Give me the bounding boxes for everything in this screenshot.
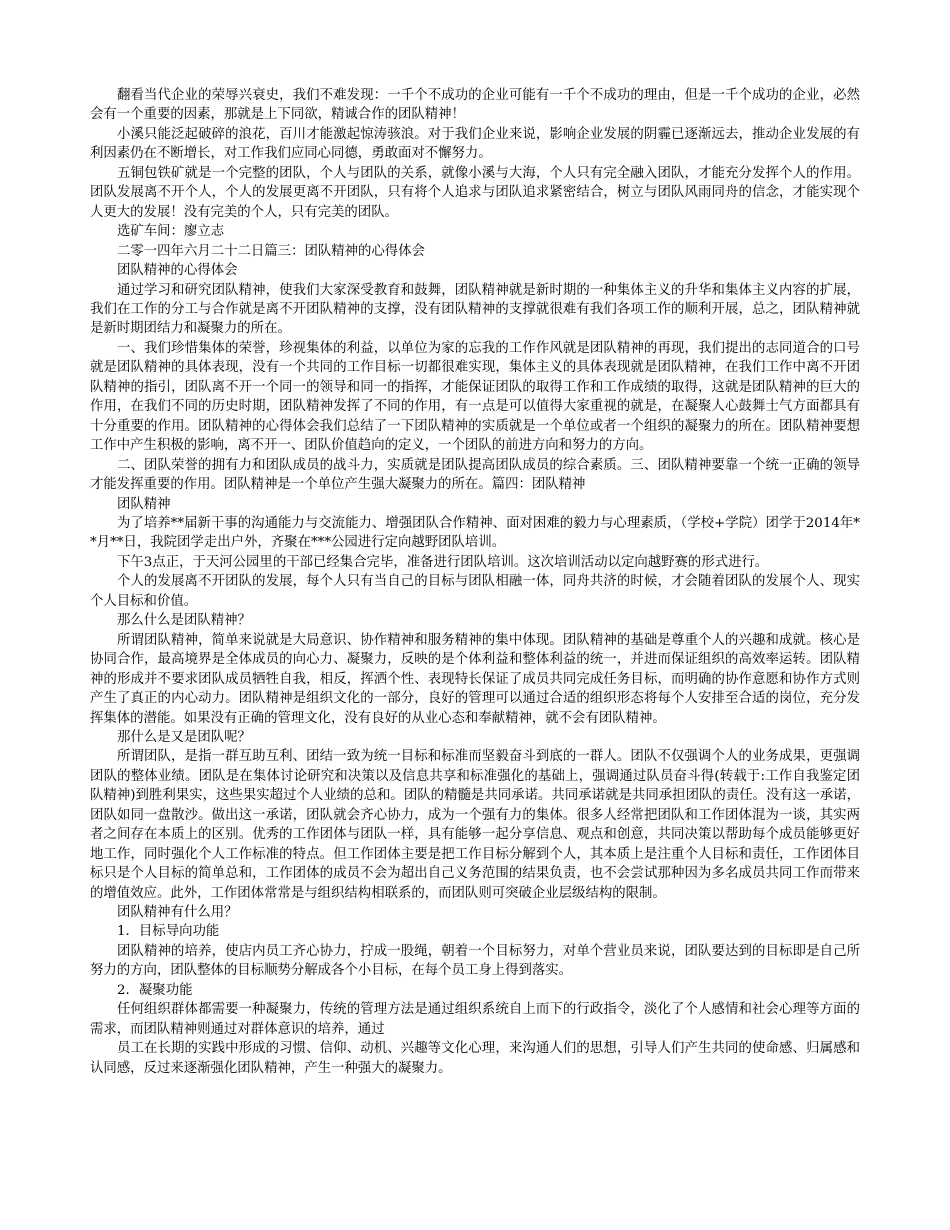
paragraph: 任何组织群体都需要一种凝聚力，传统的管理方法是通过组织系统自上而下的行政指令，淡化了个人感情和社会心理等方面的需求，而团队精神则通过对群体意识的培养，通过 — [90, 1002, 860, 1037]
paragraph: 下午3点正，于天河公园里的干部已经集合完毕，准备进行团队培训。这次培训活动以定向越野赛的形式进行。 — [117, 554, 769, 570]
paragraph: 所谓团队，是指一群互助互利、团结一致为统一目标和标准而坚毅奋斗到底的一群人。团队不仅强调个人的业务成果，更强调团队的整体业绩。团队是在集体讨论研究和决策以及信息共享和标准强化的基础上，强调通过队员奋斗得(转载于:工作自我鉴定团队精神)到胜利果实，这些果实超过个人业绩的总和。团队的精髓是共同承诺。共同承诺就是共同承担团队的责任。没有这一承诺，团队如同一盘散沙。做出这一承诺，团队就会齐心协力，成为一个强有力的集体。很多人经常把团队和工作团体混为一谈，其实两者之间存在本质上的区别。优秀的工作团体与团队一样，具有能够一起分享信息、观点和创意，共同决策以帮助每个成员能够更好地工作，同时强化个人工作标准的特点。但工作团体主要是把工作目标分解到个人，其本质上是注重个人目标和责任，工作团体目标只是个人目标的简单总和，工作团体的成员不会为超出自己义务范围的结果负责，也不会尝试那种因为多名成员共同工作而带来的增值效应。此外，工作团体常常是与组织结构相联系的，而团队则可突破企业层级结构的限制。 — [90, 749, 860, 901]
paragraph: 团队精神的培养，使店内员工齐心协力，拧成一股绳，朝着一个目标努力，对单个营业员来说，团队要达到的目标即是自己所努力的方向，团队整体的目标顺势分解成各个小目标，在每个员工身上得到落实。 — [90, 943, 860, 979]
question-heading: 团队精神有什么用？ — [117, 905, 238, 921]
section-heading: 团队精神的心得体会 — [117, 263, 238, 279]
paragraph: 选矿车间：廖立志 — [117, 224, 225, 240]
question-heading: 那什么是又是团队呢？ — [117, 729, 251, 745]
paragraph: 一、我们珍惜集体的荣誉，珍视集体的利益，以单位为家的忘我的工作作风就是团队精神的再现，我们提出的志同道合的口号就是团队精神的具体表现，没有一个共同的工作目标一切都很难实现，集体主义的具体表现就是团队精神，在我们工作中离不开团队精神的指引，团队离不开一个同一的领导和同一的指挥，才能保证团队的取得工作和工作成绩的取得，这就是团队精神的巨大的作用，在我们不同的历史时期，团队精神发挥了不同的作用，有一点是可以值得大家重视的就是，在凝聚人心鼓舞士气方面都具有十分重要的作用。团队精神的心得体会我们总结了一下团队精神的实质就是一个单位或者一个组织的凝聚力的所在。团队精神要想工作中产生积极的影响，离不开一、团队价值趋向的定义，一个团队的前进方向和努力的方向。 — [90, 340, 860, 454]
numbered-heading: 2．凝聚功能 — [117, 982, 193, 998]
numbered-heading: 1．目标导向功能 — [117, 924, 220, 940]
paragraph: 所谓团队精神，简单来说就是大局意识、协作精神和服务精神的集中体现。团队精神的基础是尊重个人的兴趣和成就。核心是协同合作，最高境界是全体成员的向心力、凝聚力，反映的是个体利益和整体利益的统一，并进而保证组织的高效率运转。团队精神的形成并不要求团队成员牺牲自我，相反，挥洒个性、表现特长保证了成员共同完成任务目标，而明确的协作意愿和协作方式则产生了真正的内心动力。团队精神是组织文化的一部分，良好的管理可以通过合适的组织形态将每个人安排至合适的岗位，充分发挥集体的潜能。如果没有正确的管理文化，没有良好的从业心态和奉献精神，就不会有团队精神。 — [90, 632, 860, 726]
section-heading: 团队精神 — [117, 496, 171, 512]
paragraph: 小溪只能泛起破碎的浪花，百川才能激起惊涛骇浪。对于我们企业来说，影响企业发展的阴霾已逐渐远去，推动企业发展的有利因素仍在不断增长，对工作我们应同心同德，勇敢面对不懈努力。 — [90, 126, 860, 162]
paragraph: 二零一四年六月二十二日篇三：团队精神的心得体会 — [117, 243, 425, 259]
paragraph: 员工在长期的实践中形成的习惯、信仰、动机、兴趣等文化心理，来沟通人们的思想，引导人们产生共同的使命感、归属感和认同感，反过来逐渐强化团队精神，产生一种强大的凝聚力。 — [90, 1041, 860, 1076]
document-body — [90, 86, 860, 1078]
question-heading: 那么什么是团队精神？ — [117, 613, 251, 629]
paragraph: 通过学习和研究团队精神，使我们大家深受教育和鼓舞，团队精神就是新时期的一种集体主义的升华和集体主义内容的扩展，我们在工作的分工与合作就是离不开团队精神的支撑，没有团队精神的支撑就很难有我们各项工作的顺利开展，总之，团队精神就是新时期团结力和凝聚力的所在。 — [90, 282, 860, 337]
paragraph: 二、团队荣誉的拥有力和团队成员的战斗力，实质就是团队提高团队成员的综合素质。三、团队精神要靠一个统一正确的领导才能发挥重要的作用。团队精神是一个单位产生强大凝聚力的所在。篇四：团队精神 — [90, 457, 860, 493]
paragraph: 为了培养**届新干事的沟通能力与交流能力、增强团队合作精神、面对困难的毅力与心理素质，（学校+学院）团学于2014年**月**日，我院团学走出户外，齐聚在***公园进行定向越野团队培训。 — [90, 515, 860, 551]
paragraph: 五铜包铁矿就是一个完整的团队，个人与团队的关系，就像小溪与大海，个人只有完全融入团队，才能充分发挥个人的作用。团队发展离不开个人，个人的发展更离不开团队，只有将个人追求与团队追求紧密结合，树立与团队风雨同舟的信念，才能实现个人更大的发展！没有完美的个人，只有完美的团队。 — [90, 165, 860, 220]
paragraph: 翻看当代企业的荣辱兴衰史，我们不难发现：一千个不成功的企业可能有一千个不成功的理由，但是一千个成功的企业，必然会有一个重要的因素，那就是上下同欲，精诚合作的团队精神！ — [90, 88, 860, 123]
paragraph: 个人的发展离不开团队的发展，每个人只有当自己的目标与团队相融一体，同舟共济的时候，才会随着团队的发展个人、现实个人目标和价值。 — [90, 574, 860, 609]
